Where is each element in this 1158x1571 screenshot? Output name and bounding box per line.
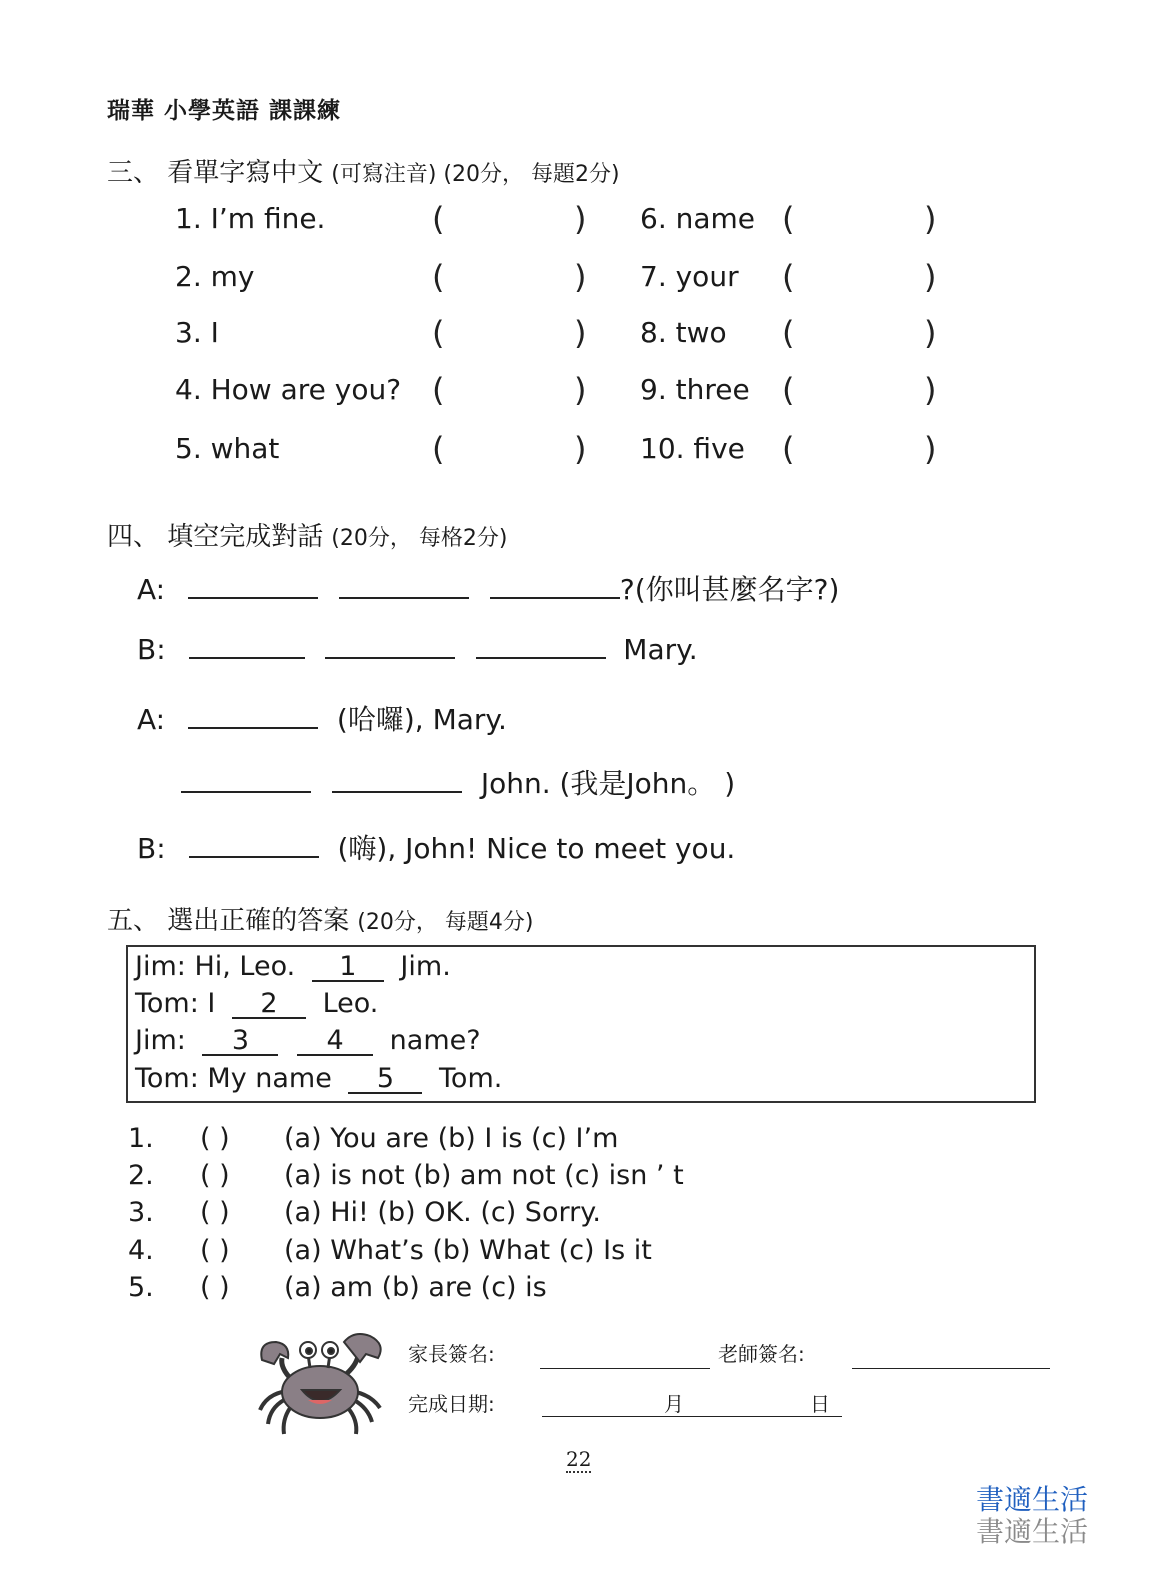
answer-paren-close: ) xyxy=(924,371,937,409)
numbered-blank: 3 xyxy=(202,1028,278,1056)
dialogue-text: (嗨), John! Nice to meet you. xyxy=(337,832,736,865)
box-line xyxy=(135,988,378,1019)
answer-paren-close: ) xyxy=(574,200,587,238)
answer-paren[interactable]: ( ) xyxy=(200,1197,230,1228)
box-text: Jim. xyxy=(400,951,451,982)
question-number: 3. xyxy=(128,1197,154,1228)
section4-points: (20分， 每格2分) xyxy=(331,526,508,551)
question-number: 1. xyxy=(128,1123,154,1154)
box-line xyxy=(135,1063,502,1094)
vocab-item: 3. I xyxy=(175,316,219,349)
section5-title: 五、 選出正確的答案 xyxy=(107,906,350,936)
question-options: (a) am (b) are (c) is xyxy=(284,1272,547,1303)
answer-paren[interactable]: ( ) xyxy=(200,1272,230,1303)
dialogue-line-3 xyxy=(137,698,507,738)
answer-paren-close: ) xyxy=(924,430,937,468)
page-number: 22 xyxy=(566,1447,592,1471)
fill-blank[interactable] xyxy=(188,575,318,599)
answer-paren[interactable]: ( ) xyxy=(200,1235,230,1266)
speaker-label: B: xyxy=(137,633,166,666)
month-label: 月 xyxy=(664,1392,684,1416)
fill-blank[interactable] xyxy=(181,769,311,793)
teacher-signature-line[interactable] xyxy=(852,1368,1050,1369)
answer-paren-close: ) xyxy=(924,314,937,352)
vocab-item: 1. I’m fine. xyxy=(175,202,326,235)
question-options: (a) What’s (b) What (c) Is it xyxy=(284,1235,652,1266)
section3-points: (可寫注音) (20分， 每題2分) xyxy=(331,162,620,187)
speaker-label: A: xyxy=(137,573,166,606)
answer-paren-open: ( xyxy=(432,314,445,352)
section4-title: 四、 填空完成對話 xyxy=(107,522,324,552)
fill-blank[interactable] xyxy=(325,635,455,659)
dialogue-text: ?(你叫甚麼名字?) xyxy=(619,573,840,606)
book-title: 瑞華 小學英語 課課練 xyxy=(107,97,342,124)
answer-paren[interactable]: ( ) xyxy=(200,1160,230,1191)
vocab-item: 4. How are you? xyxy=(175,373,402,406)
vocab-item: 8. two xyxy=(640,316,727,349)
dialogue-line-1 xyxy=(137,568,839,608)
question-row xyxy=(128,1197,601,1228)
question-row xyxy=(128,1123,618,1154)
question-number: 5. xyxy=(128,1272,154,1303)
answer-paren-close: ) xyxy=(574,258,587,296)
box-line xyxy=(135,951,451,982)
answer-paren-open: ( xyxy=(782,314,795,352)
teacher-signature-label: 老師簽名: xyxy=(718,1342,805,1366)
question-options: (a) You are (b) I is (c) I’m xyxy=(284,1123,619,1154)
section3-heading xyxy=(107,152,620,189)
fill-blank[interactable] xyxy=(332,769,462,793)
question-row xyxy=(128,1235,652,1266)
vocab-item: 10. five xyxy=(640,432,745,465)
dialogue-text: Mary. xyxy=(623,633,698,666)
fill-blank[interactable] xyxy=(189,635,305,659)
watermark-blue: 書適生活 xyxy=(976,1483,1089,1516)
numbered-blank: 1 xyxy=(312,954,384,982)
numbered-blank: 5 xyxy=(348,1066,422,1094)
numbered-blank: 2 xyxy=(232,991,306,1019)
box-text: Jim: xyxy=(135,1025,186,1056)
fill-blank[interactable] xyxy=(188,705,318,729)
vocab-item: 9. three xyxy=(640,373,750,406)
completion-date-line[interactable] xyxy=(542,1416,842,1417)
answer-paren-close: ) xyxy=(574,430,587,468)
answer-paren-close: ) xyxy=(574,371,587,409)
question-row xyxy=(128,1272,547,1303)
crab-illustration xyxy=(252,1330,392,1438)
box-text: Tom. xyxy=(439,1063,503,1094)
fill-blank[interactable] xyxy=(189,834,319,858)
answer-paren-open: ( xyxy=(782,200,795,238)
section5-heading xyxy=(107,900,533,937)
answer-paren-close: ) xyxy=(924,200,937,238)
fill-blank[interactable] xyxy=(490,575,620,599)
vocab-item: 5. what xyxy=(175,432,280,465)
parent-signature-line[interactable] xyxy=(540,1368,710,1369)
section5-points: (20分， 每題4分) xyxy=(357,910,534,935)
vocab-item: 7. your xyxy=(640,260,739,293)
question-number: 4. xyxy=(128,1235,154,1266)
answer-paren-open: ( xyxy=(432,430,445,468)
box-text: Leo. xyxy=(322,988,379,1019)
vocab-item: 2. my xyxy=(175,260,255,293)
watermark-gray: 書適生活 xyxy=(976,1515,1089,1548)
box-text: Jim: Hi, Leo. xyxy=(135,951,296,982)
answer-paren-open: ( xyxy=(432,200,445,238)
day-label: 日 xyxy=(810,1392,830,1416)
section4-heading xyxy=(107,516,507,553)
question-options: (a) Hi! (b) OK. (c) Sorry. xyxy=(284,1197,601,1228)
numbered-blank: 4 xyxy=(297,1028,373,1056)
question-row xyxy=(128,1160,684,1191)
question-number: 2. xyxy=(128,1160,154,1191)
parent-signature-label: 家長簽名: xyxy=(408,1342,495,1366)
answer-paren[interactable]: ( ) xyxy=(200,1123,230,1154)
speaker-label: B: xyxy=(137,832,166,865)
dialogue-text: (哈囉), Mary. xyxy=(336,703,507,736)
dialogue-text: John. (我是John。 ) xyxy=(480,767,736,800)
dialogue-box xyxy=(126,945,1036,1103)
box-text: name? xyxy=(389,1025,481,1056)
fill-blank[interactable] xyxy=(339,575,469,599)
answer-paren-open: ( xyxy=(432,371,445,409)
dialogue-line-2 xyxy=(137,633,698,666)
answer-paren-open: ( xyxy=(782,371,795,409)
vocab-item: 6. name xyxy=(640,202,756,235)
box-text: Tom: I xyxy=(135,988,216,1019)
section3-title: 三、 看單字寫中文 xyxy=(107,158,324,188)
box-text: Tom: My name xyxy=(135,1063,332,1094)
answer-paren-open: ( xyxy=(782,430,795,468)
answer-paren-open: ( xyxy=(782,258,795,296)
answer-paren-close: ) xyxy=(574,314,587,352)
box-line xyxy=(135,1025,481,1056)
fill-blank[interactable] xyxy=(476,635,606,659)
completion-date-label: 完成日期: xyxy=(408,1392,495,1416)
question-options: (a) is not (b) am not (c) isn ’ t xyxy=(284,1160,684,1191)
speaker-label: A: xyxy=(137,703,166,736)
answer-paren-open: ( xyxy=(432,258,445,296)
dialogue-line-4 xyxy=(181,762,735,802)
answer-paren-close: ) xyxy=(924,258,937,296)
dialogue-line-5 xyxy=(137,827,735,867)
